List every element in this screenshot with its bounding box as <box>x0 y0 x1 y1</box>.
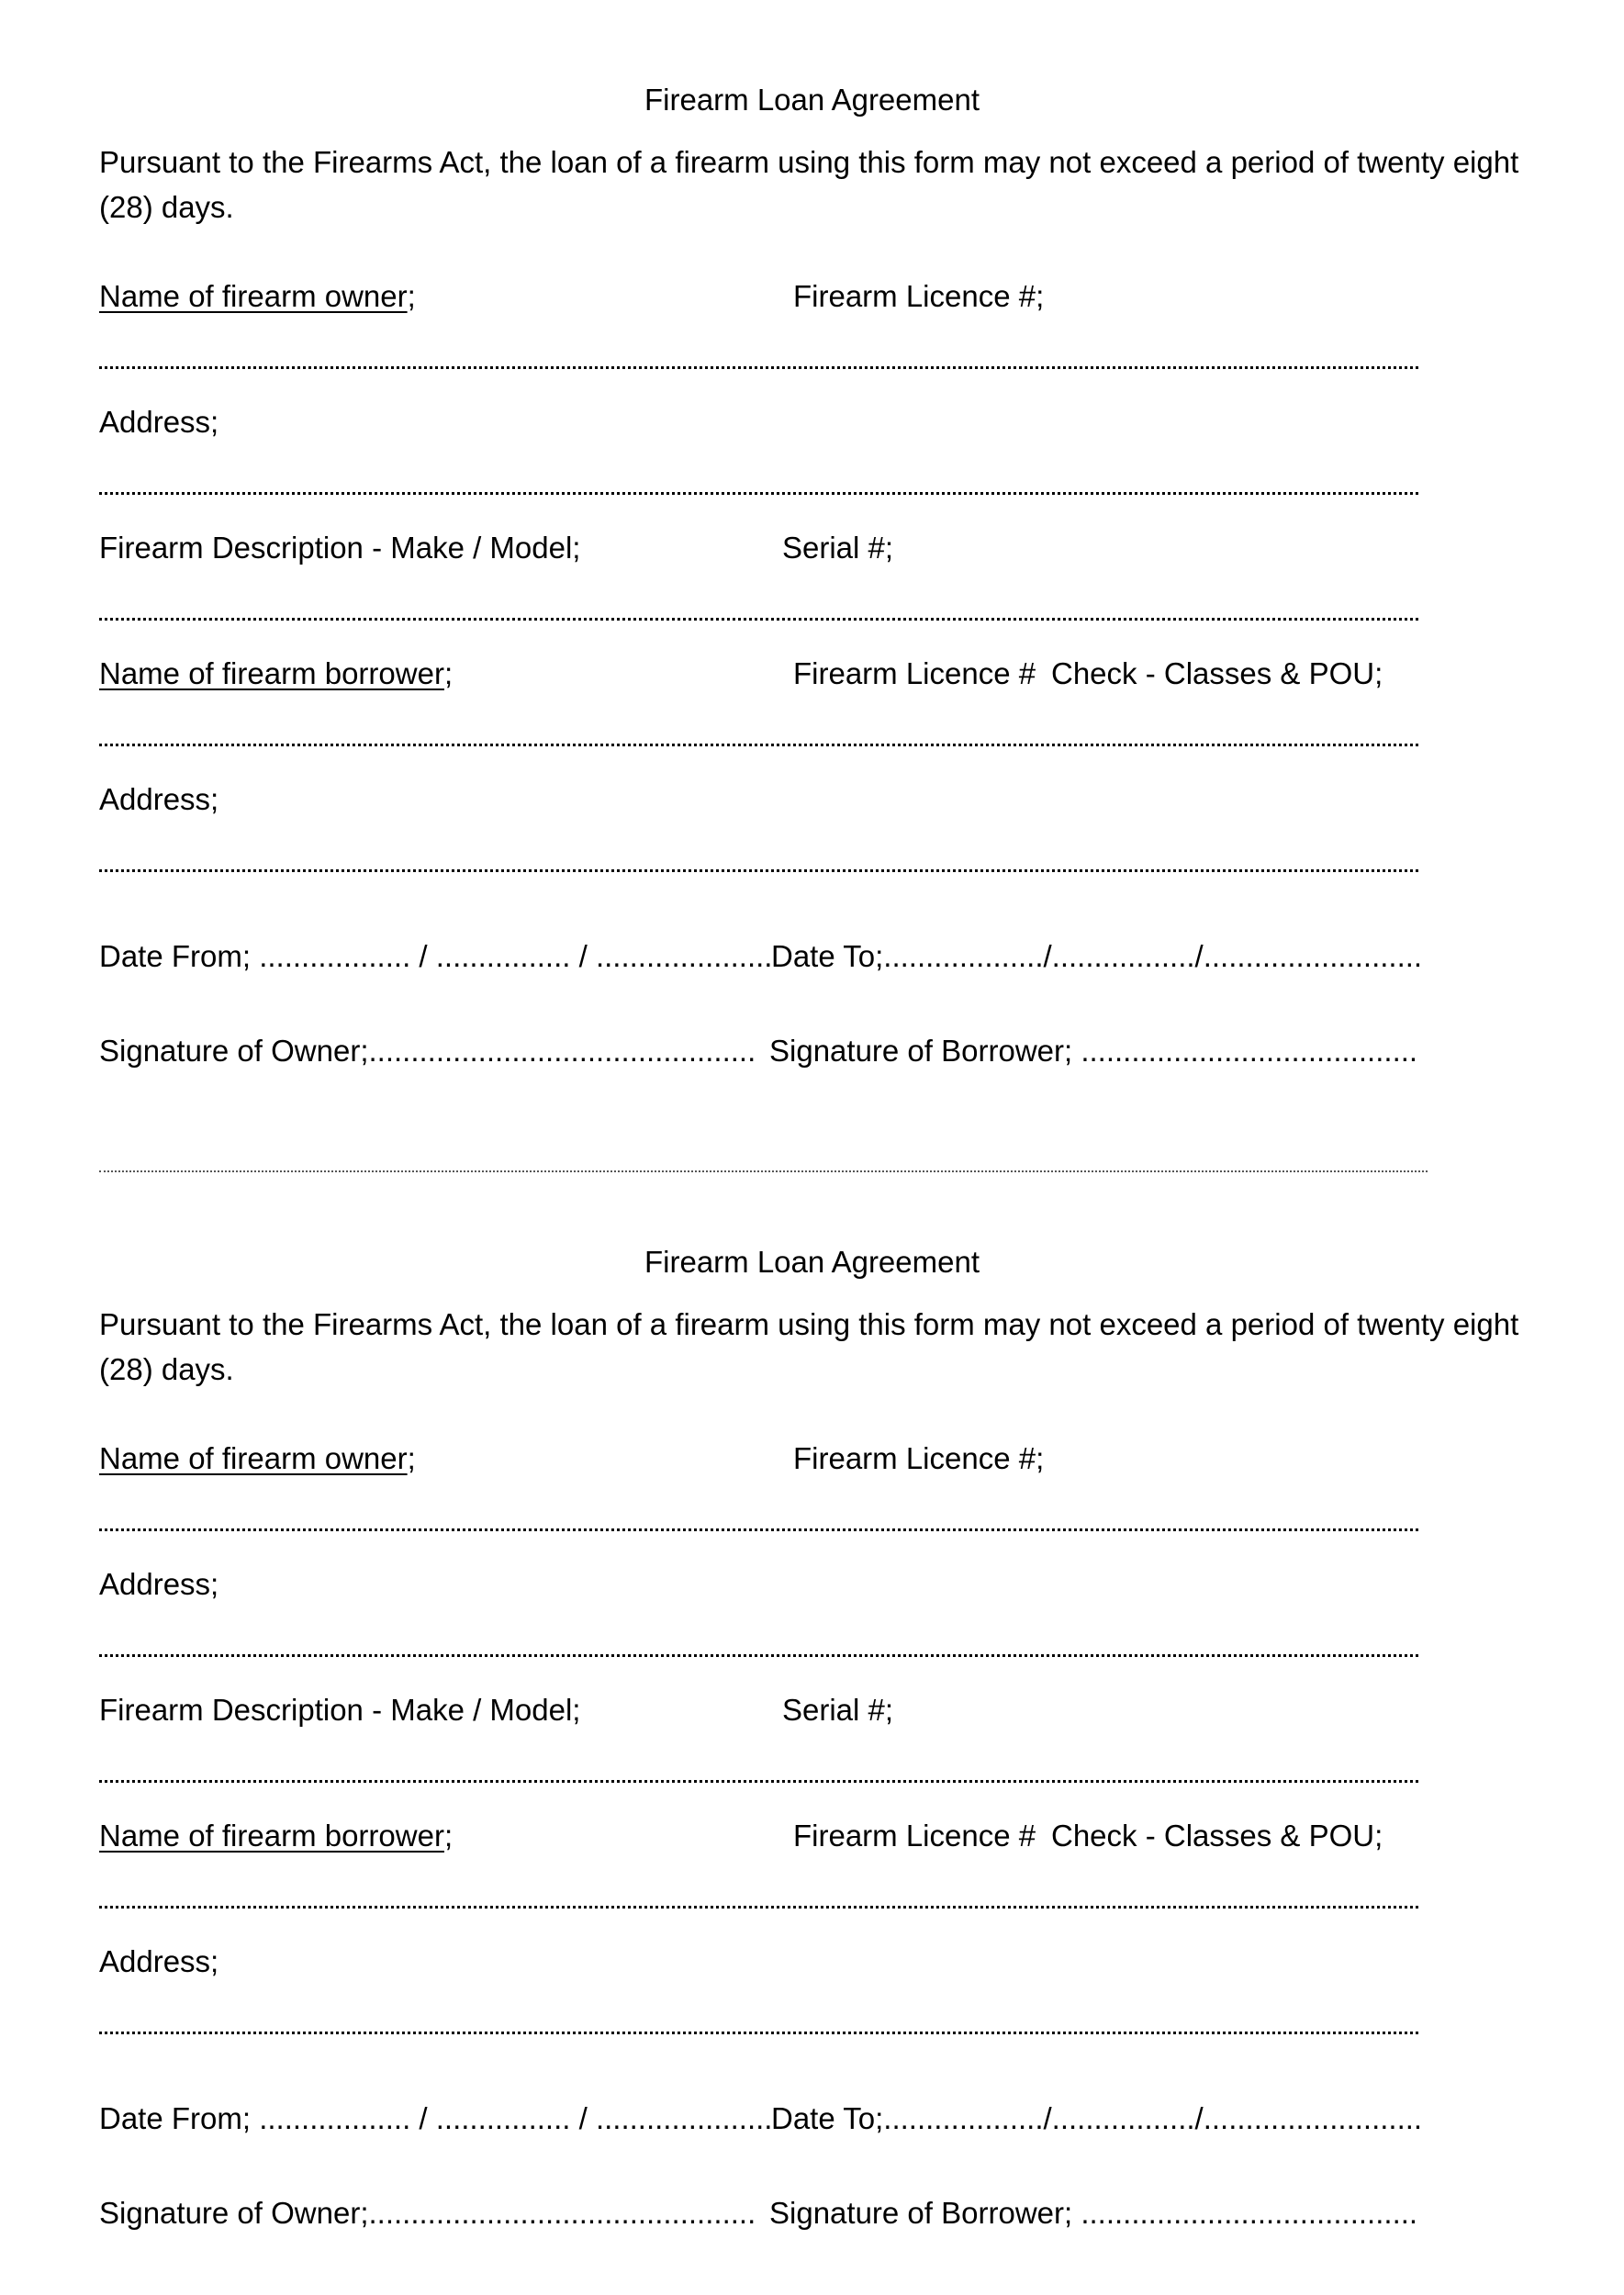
date-from-field[interactable]: Date From; .................. / ................ / ..................... <box>99 2101 773 2135</box>
owner-name-fill-line[interactable] <box>99 1528 1418 1531</box>
borrower-address-label: Address; <box>99 782 219 816</box>
borrower-name-label-text: Name of firearm borrower <box>99 656 444 690</box>
description-fill-line[interactable] <box>99 618 1418 621</box>
agreement-title: Firearm Loan Agreement <box>644 83 980 117</box>
borrower-name-label <box>99 1820 453 1851</box>
firearm-description-label: Firearm Description - Make / Model; <box>99 1693 581 1727</box>
owner-address-fill-line[interactable] <box>99 492 1418 495</box>
owner-name-label-suffix: ; <box>407 279 416 313</box>
intro-text: Pursuant to the Firearms Act, the loan of a firearm using this form may not exceed a period of twenty eight (28) days. <box>99 145 1519 224</box>
check-classes-label: Check - Classes & POU; <box>1051 1819 1383 1853</box>
owner-name-label-text: Name of firearm owner <box>99 1441 408 1475</box>
borrower-signature-field[interactable]: Signature of Borrower; ........................................ <box>769 1034 1418 1068</box>
owner-address-label: Address; <box>99 1567 219 1601</box>
firearm-description-label: Firearm Description - Make / Model; <box>99 531 581 565</box>
owner-address-fill-line[interactable] <box>99 1654 1418 1657</box>
borrower-signature-field[interactable]: Signature of Borrower; ........................................ <box>769 2196 1418 2230</box>
serial-label: Serial #; <box>782 1693 894 1727</box>
owner-licence-label: Firearm Licence #; <box>793 279 1045 313</box>
cut-line-divider <box>99 1170 1428 1172</box>
owner-name-fill-line[interactable] <box>99 366 1418 369</box>
description-fill-line[interactable] <box>99 1780 1418 1783</box>
borrower-name-label <box>99 658 453 688</box>
borrower-name-label-text: Name of firearm borrower <box>99 1819 444 1853</box>
date-to-field[interactable]: Date To;.................../................./.......................... <box>771 939 1423 973</box>
borrower-address-label: Address; <box>99 1944 219 1978</box>
owner-licence-label: Firearm Licence #; <box>793 1441 1045 1475</box>
intro-text: Pursuant to the Firearms Act, the loan of a firearm using this form may not exceed a period of twenty eight (28) days. <box>99 1307 1519 1386</box>
owner-signature-field[interactable]: Signature of Owner;.............................................. <box>99 1034 756 1068</box>
owner-name-label-text: Name of firearm owner <box>99 279 408 313</box>
owner-name-label <box>99 1443 416 1473</box>
borrower-licence-label: Firearm Licence # <box>793 1819 1036 1853</box>
owner-address-label: Address; <box>99 405 219 439</box>
borrower-name-label-suffix: ; <box>443 656 454 690</box>
borrower-name-fill-line[interactable] <box>99 744 1418 746</box>
borrower-licence-label: Firearm Licence # <box>793 656 1036 690</box>
owner-name-label-suffix: ; <box>407 1441 416 1475</box>
date-from-field[interactable]: Date From; .................. / ................ / ..................... <box>99 939 773 973</box>
check-classes-label: Check - Classes & POU; <box>1051 656 1383 690</box>
date-to-field[interactable]: Date To;.................../................./.......................... <box>771 2101 1423 2135</box>
borrower-address-fill-line[interactable] <box>99 2032 1418 2034</box>
agreement-title: Firearm Loan Agreement <box>644 1245 980 1279</box>
borrower-name-label-suffix: ; <box>443 1819 454 1853</box>
owner-signature-field[interactable]: Signature of Owner;.............................................. <box>99 2196 756 2230</box>
borrower-address-fill-line[interactable] <box>99 869 1418 872</box>
owner-name-label <box>99 281 416 311</box>
borrower-name-fill-line[interactable] <box>99 1906 1418 1909</box>
serial-label: Serial #; <box>782 531 894 565</box>
